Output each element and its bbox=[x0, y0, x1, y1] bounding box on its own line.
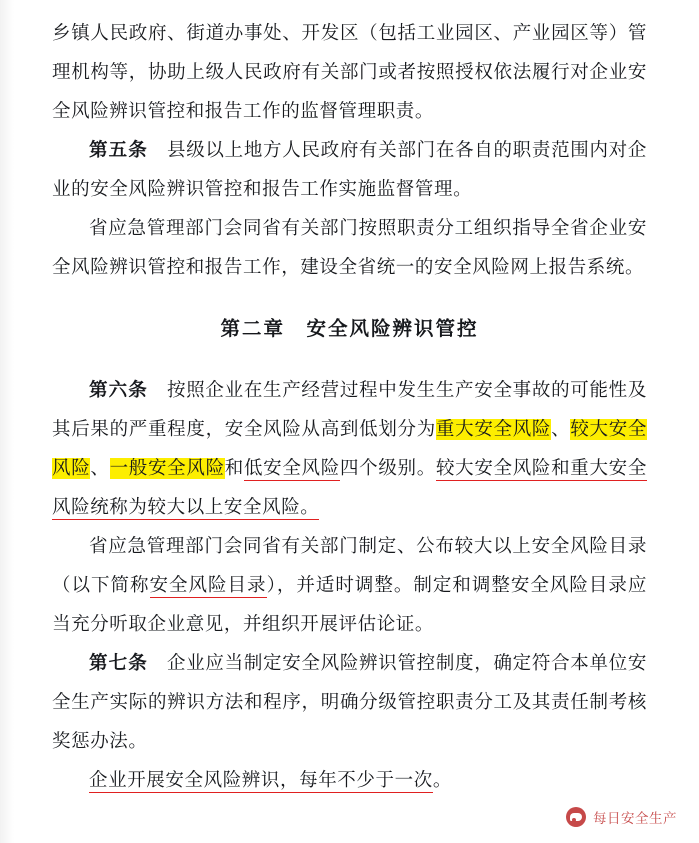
text-run: 乡镇人民政府、街道办事处、开发区（包括工业园区、产业园区等）管理机构等，协助上级人民政府有关部门或者按照授权依法履行对企业安全风险辨识管控和报告工作的监督管理职责。 bbox=[52, 23, 647, 122]
text-run: 按照企业在生产经营过程中发生生产安全事故的可能性及其后果的严重程度，安全风险从高到低划分为 bbox=[52, 380, 647, 440]
text-run: ），并适时调整。制定和调整安全风险目录应当充分听取企业意见，并组织开展评估论证。 bbox=[52, 575, 647, 635]
text-run: 较大安全风险和重大安全风险统称为较大以上安全风险。 bbox=[52, 458, 647, 518]
text-run: 第六条 bbox=[89, 380, 148, 401]
watermark-label: 每日安全生产 bbox=[593, 811, 677, 827]
text-run: 四个级别。 bbox=[339, 458, 436, 479]
paragraph bbox=[52, 131, 647, 209]
text-run: 一般安全风险 bbox=[109, 458, 225, 479]
text-run: 、 bbox=[551, 419, 571, 440]
text-run: 重大安全风险 bbox=[435, 419, 552, 440]
chapter-heading: 第二章 安全风险辨识管控 bbox=[220, 317, 479, 340]
text-run: 第五条 bbox=[89, 140, 148, 161]
megaphone-icon bbox=[566, 807, 586, 827]
paragraph bbox=[52, 527, 647, 644]
paragraph bbox=[52, 371, 647, 527]
paragraph bbox=[52, 644, 647, 761]
watermark bbox=[566, 807, 677, 827]
paragraph-block-2 bbox=[52, 371, 647, 800]
text-run: 企业应当制定安全风险辨识管控制度，确定符合本单位安全生产实际的辨识方法和程序，明确分级管控职责分工及其责任制考核奖惩办法。 bbox=[52, 653, 647, 752]
text-run: 和 bbox=[224, 458, 244, 479]
text-run: 第七条 bbox=[89, 653, 148, 674]
text-run: 。 bbox=[432, 770, 452, 791]
text-run: 县级以上地方人民政府有关部门在各自的职责范围内对企业的安全风险辨识管控和报告工作实施监督管理。 bbox=[52, 140, 647, 200]
text-run: 省应急管理部门会同省有关部门制定、公布较大以上安全风险目录（以下简称 bbox=[52, 536, 647, 596]
paragraph bbox=[52, 761, 647, 800]
paragraph bbox=[52, 209, 647, 287]
text-run: 、 bbox=[90, 458, 110, 479]
text-run: 省应急管理部门会同省有关部门按照职责分工组织指导全省企业安全风险辨识管控和报告工作，建设全省统一的安全风险网上报告系统。 bbox=[52, 218, 647, 278]
text-run: 安全风险目录 bbox=[149, 575, 267, 596]
paragraph-block-1 bbox=[52, 14, 647, 287]
paragraph bbox=[52, 14, 647, 131]
text-run: 企业开展安全风险辨识，每年不少于一次 bbox=[89, 770, 433, 791]
text-run: 较大安全风险 bbox=[52, 419, 647, 479]
text-run: 低安全风险 bbox=[243, 458, 340, 479]
